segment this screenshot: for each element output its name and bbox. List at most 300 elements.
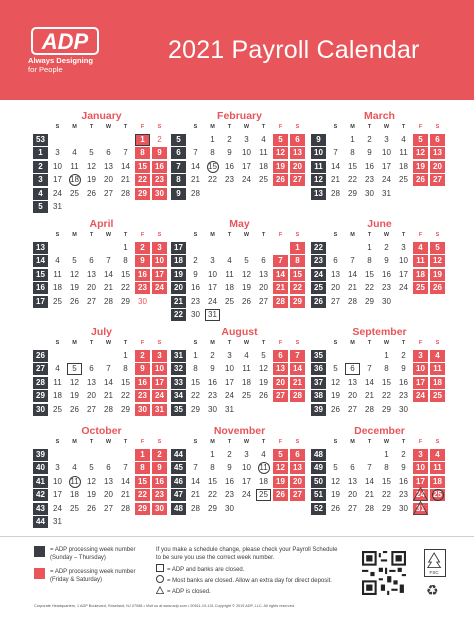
triangle-icon [413,487,428,501]
day-cell: 2 [384,243,389,252]
day-cell: 5 [430,242,445,254]
day-cell: 19 [87,175,96,185]
day-cell: 28 [273,296,288,308]
day-cell: 24 [208,296,217,306]
weekday-label: S [333,340,338,346]
day-cell: 7 [106,256,111,266]
day-cell: 29 [348,188,357,198]
day-cell: 12 [273,147,288,159]
weekday-label: S [295,439,300,445]
weekday-label: M [350,124,355,130]
day-cell: 13 [87,377,96,387]
week-number-grey: 21 [171,296,186,308]
weekday-label: S [157,340,162,346]
day-cell: 14 [191,161,200,171]
day-cell: 24 [413,489,428,501]
day-cell: 9 [401,463,406,473]
day-cell: 26 [413,174,428,186]
day-cell: 7 [290,350,305,362]
key-triangle-text: = ADP is closed. [167,589,211,595]
day-cell: 15 [191,377,200,387]
week-number-grey: 30 [33,404,48,416]
day-cell: 18 [413,269,428,281]
day-cell: 28 [331,188,340,198]
day-cell: 16 [382,269,391,279]
schedule-note [156,546,356,562]
day-cell: 20 [430,161,445,173]
weekday-label: T [227,124,232,130]
day-cell: 14 [104,269,113,279]
week-number-grey: 19 [171,269,186,281]
day-cell: 6 [350,463,355,473]
weekday-label: S [55,439,60,445]
day-cell: 27 [348,404,357,414]
tagline-line-1: Always Designing [28,56,93,65]
day-cell: 13 [104,476,113,486]
week-number-grey: 37 [311,377,326,389]
day-cell: 18 [259,161,268,171]
day-cell: 4 [413,242,428,254]
day-cell: 6 [106,148,111,158]
month-december [311,425,451,530]
day-cell: 30 [225,503,234,513]
day-cell: 24 [382,175,391,185]
week-number-grey: 23 [311,255,326,267]
day-cell: 12 [70,377,79,387]
day-cell: 7 [350,256,355,266]
weekday-label: F [418,340,423,346]
day-cell: 11 [430,462,445,474]
day-cell: 15 [121,377,130,387]
day-cell: 29 [382,404,391,414]
day-cell: 31 [53,202,62,211]
day-cell: 22 [365,283,374,293]
day-cell: 10 [399,256,408,266]
tree-icon [425,550,445,576]
day-cell: 25 [399,175,408,185]
week-number-grey: 48 [311,449,326,461]
weekday-label: S [333,124,338,130]
weekday-label: F [278,340,283,346]
key-square-text: = ADP and banks are closed. [167,567,245,573]
day-cell: 22 [208,490,217,500]
day-cell: 25 [430,390,445,402]
day-cell: 26 [70,296,79,306]
day-cell: 24 [242,175,251,185]
week-number-grey: 41 [33,476,48,488]
day-cell: 13 [290,147,305,159]
week-number-grey: 6 [171,147,186,159]
day-cell: 7 [367,364,372,374]
day-cell: 23 [152,174,167,186]
weekday-label: T [123,439,128,445]
key-triangle [156,586,211,596]
weekday-label: F [140,232,145,238]
week-number-grey: 24 [311,269,326,281]
weekday-label: S [157,124,162,130]
weekday-label: F [140,340,145,346]
day-cell: 6 [345,363,360,375]
weekday-label: T [401,439,406,445]
weekday-label: T [89,439,94,445]
week-number-grey: 4 [33,188,48,200]
day-cell: 19 [430,269,445,281]
day-cell: 5 [244,256,249,266]
day-cell: 23 [399,391,408,401]
day-cell: 5 [333,364,338,374]
weekday-label: W [243,340,250,346]
day-cell: 13 [348,377,357,387]
day-cell: 10 [208,269,217,279]
day-cell: 1 [210,135,215,144]
day-cell: 28 [121,188,130,198]
day-cell: 4 [244,351,249,360]
day-cell: 25 [259,175,268,185]
day-cell: 3 [384,135,389,144]
day-cell: 28 [348,296,357,306]
day-cell: 10 [225,364,234,374]
day-cell: 3 [244,135,249,144]
day-cell: 18 [225,283,234,293]
month-name: June [367,218,392,230]
day-cell: 20 [348,391,357,401]
day-cell: 30 [152,188,167,200]
day-cell: 16 [152,161,167,173]
day-cell: 3 [413,350,428,362]
weekday-label: S [435,439,440,445]
day-cell: 10 [152,255,167,267]
page-title: 2021 Payroll Calendar [168,36,420,64]
day-cell: 26 [331,404,340,414]
day-cell: 11 [256,462,271,474]
day-cell: 2 [135,242,150,254]
day-cell: 22 [208,175,217,185]
day-cell: 27 [104,188,113,198]
week-number-grey: 9 [311,134,326,146]
day-cell: 31 [53,517,62,526]
week-number-grey: 14 [33,255,48,267]
week-number-grey: 35 [171,404,186,416]
weekday-label: M [72,439,77,445]
weekday-label: S [435,124,440,130]
day-cell: 2 [210,351,215,360]
day-cell: 26 [273,489,288,501]
month-january [33,110,173,215]
day-cell: 2 [367,135,372,144]
day-cell: 25 [53,296,62,306]
day-cell: 31 [205,309,220,321]
month-name: December [354,425,405,437]
week-number-grey: 28 [33,377,48,389]
day-cell: 14 [365,476,374,486]
tagline-line-2: for People [28,65,63,74]
day-cell: 13 [331,269,340,279]
week-number-grey: 7 [171,161,186,173]
day-cell: 30 [191,310,200,319]
week-number-grey: 5 [33,201,48,213]
weekday-label: S [157,232,162,238]
day-cell: 14 [273,269,288,281]
day-cell: 4 [430,449,445,461]
day-cell: 16 [208,377,217,387]
day-cell: 28 [104,296,113,306]
footer-legend [0,536,474,617]
weekday-label: W [243,439,250,445]
day-cell: 23 [225,175,234,185]
day-cell: 18 [430,377,445,389]
fsc-text: FSC [429,569,439,575]
day-cell: 29 [135,503,150,515]
weekday-label: S [157,439,162,445]
day-cell: 8 [135,147,150,159]
day-cell: 20 [104,490,113,500]
day-cell: 19 [70,391,79,401]
day-cell: 23 [135,390,150,402]
day-cell: 27 [87,404,96,414]
day-cell: 12 [87,161,96,171]
weekday-label: S [193,340,198,346]
day-cell: 1 [290,242,305,254]
week-number-grey: 17 [171,242,186,254]
week-number-grey: 3 [33,174,48,186]
day-cell: 20 [87,391,96,401]
day-cell: 3 [152,350,167,362]
weekday-label: T [367,232,372,238]
day-cell: 13 [87,269,96,279]
week-number-grey: 50 [311,476,326,488]
month-september [311,326,451,431]
week-number-grey: 49 [311,462,326,474]
day-cell: 25 [225,296,234,306]
week-number-grey: 10 [311,147,326,159]
day-cell: 17 [242,476,251,486]
day-cell: 20 [273,377,288,389]
day-cell: 1 [384,351,389,360]
tagline [28,56,93,74]
month-february [171,110,311,215]
weekday-label: T [261,439,266,445]
month-march [311,110,451,215]
day-cell: 21 [290,377,305,389]
day-cell: 19 [273,161,288,173]
day-cell: 7 [123,148,128,158]
day-cell: 20 [348,490,357,500]
day-cell: 20 [290,161,305,173]
day-cell: 12 [87,476,96,486]
day-cell: 16 [399,476,408,486]
week-number-grey: 13 [311,188,326,200]
day-cell: 16 [135,377,150,389]
month-name: August [221,326,258,338]
day-cell: 10 [53,161,62,171]
month-april [33,218,173,323]
weekday-label: M [210,340,215,346]
day-cell: 4 [261,135,266,144]
day-cell: 26 [87,188,96,198]
day-cell: 9 [227,148,232,158]
week-number-grey: 36 [311,363,326,375]
day-cell: 27 [348,503,357,513]
week-number-grey: 1 [33,147,48,159]
day-cell: 30 [152,503,167,515]
day-cell: 21 [191,490,200,500]
day-cell: 11 [225,269,234,279]
weekday-label: F [278,439,283,445]
day-cell: 24 [152,282,167,294]
day-cell: 17 [152,377,167,389]
grey-legend-label: = ADP processing week number [50,547,136,553]
day-cell: 30 [208,404,217,414]
day-cell: 19 [331,490,340,500]
month-name: July [90,326,112,338]
day-cell: 22 [121,283,130,293]
day-cell: 16 [135,269,150,281]
week-number-grey: 44 [171,449,186,461]
day-cell: 12 [70,269,79,279]
day-cell: 6 [89,256,94,266]
weekday-label: M [72,124,77,130]
day-cell: 9 [384,256,389,266]
day-cell: 3 [152,242,167,254]
day-cell: 13 [104,161,113,171]
day-cell: 23 [382,283,391,293]
day-cell: 9 [367,148,372,158]
weekday-label: W [383,340,390,346]
day-cell: 9 [227,463,232,473]
day-cell: 17 [413,476,428,488]
day-cell: 31 [413,503,428,515]
red-legend-sub: (Friday & Saturday) [50,577,103,583]
weekday-label: T [367,340,372,346]
day-cell: 29 [208,503,217,513]
weekday-label: F [278,232,283,238]
day-cell: 28 [365,404,374,414]
day-cell: 9 [193,269,198,279]
week-number-grey: 39 [33,449,48,461]
day-cell: 24 [399,283,408,293]
month-june [311,218,451,323]
day-cell: 19 [242,283,251,293]
day-cell: 15 [382,377,391,387]
day-cell: 6 [261,256,266,266]
day-cell: 4 [72,148,77,158]
weekday-label: S [435,232,440,238]
day-cell: 15 [205,161,220,173]
day-cell: 16 [225,476,234,486]
day-cell: 15 [365,269,374,279]
weekday-label: W [243,232,250,238]
day-cell: 16 [191,283,200,293]
day-cell: 29 [121,296,130,306]
day-cell: 5 [89,463,94,473]
day-cell: 2 [227,135,232,144]
week-number-grey: 29 [33,390,48,402]
day-cell: 27 [331,296,340,306]
month-name: January [81,110,122,122]
day-cell: 12 [331,377,340,387]
month-july [33,326,173,431]
weekday-label: S [193,232,198,238]
square-icon [156,564,164,572]
day-cell: 25 [256,489,271,501]
day-cell: 28 [191,503,200,513]
day-cell: 22 [382,391,391,401]
weekday-label: T [123,124,128,130]
day-cell: 27 [259,296,268,306]
day-cell: 21 [191,175,200,185]
day-cell: 30 [382,296,391,306]
weekday-label: S [193,439,198,445]
day-cell: 11 [413,255,428,267]
day-cell: 30 [365,188,374,198]
day-cell: 3 [55,148,60,158]
day-cell: 23 [152,489,167,501]
month-may [171,218,311,323]
weekday-label: T [89,232,94,238]
day-cell: 24 [225,391,234,401]
weekday-label: W [105,232,112,238]
day-cell: 22 [191,391,200,401]
day-cell: 1 [367,243,372,252]
week-number-grey: 31 [171,350,186,362]
day-cell: 21 [104,391,113,401]
day-cell: 7 [193,463,198,473]
day-cell: 21 [273,282,288,294]
day-cell: 5 [89,148,94,158]
day-cell: 11 [67,476,82,488]
day-cell: 11 [430,363,445,375]
week-number-grey: 11 [311,161,326,173]
weekday-label: M [350,439,355,445]
day-cell: 30 [138,296,147,306]
fsc-logo [424,549,446,577]
day-cell: 15 [290,269,305,281]
day-cell: 25 [70,188,79,198]
week-number-grey: 25 [311,282,326,294]
day-cell: 27 [87,296,96,306]
day-cell: 17 [399,269,408,279]
day-cell: 24 [53,188,62,198]
qr-code-icon [362,551,406,595]
week-number-grey: 20 [171,282,186,294]
day-cell: 3 [227,351,232,360]
day-cell: 8 [123,256,128,266]
week-number-grey: 16 [33,282,48,294]
day-cell: 7 [273,255,288,267]
day-cell: 18 [259,476,268,486]
day-cell: 24 [413,390,428,402]
day-cell: 17 [225,377,234,387]
month-november [171,425,311,530]
day-cell: 2 [135,350,150,362]
day-cell: 17 [242,161,251,171]
day-cell: 15 [348,161,357,171]
day-cell: 29 [135,188,150,200]
day-cell: 2 [157,135,162,144]
week-number-grey: 34 [171,390,186,402]
day-cell: 4 [72,463,77,473]
day-cell: 1 [384,450,389,459]
day-cell: 4 [430,350,445,362]
weekday-label: T [123,232,128,238]
day-cell: 13 [348,476,357,486]
weekday-label: T [401,124,406,130]
weekday-label: T [401,232,406,238]
day-cell: 14 [191,476,200,486]
circle-icon [156,575,164,583]
month-name: April [89,218,114,230]
day-cell: 26 [70,404,79,414]
